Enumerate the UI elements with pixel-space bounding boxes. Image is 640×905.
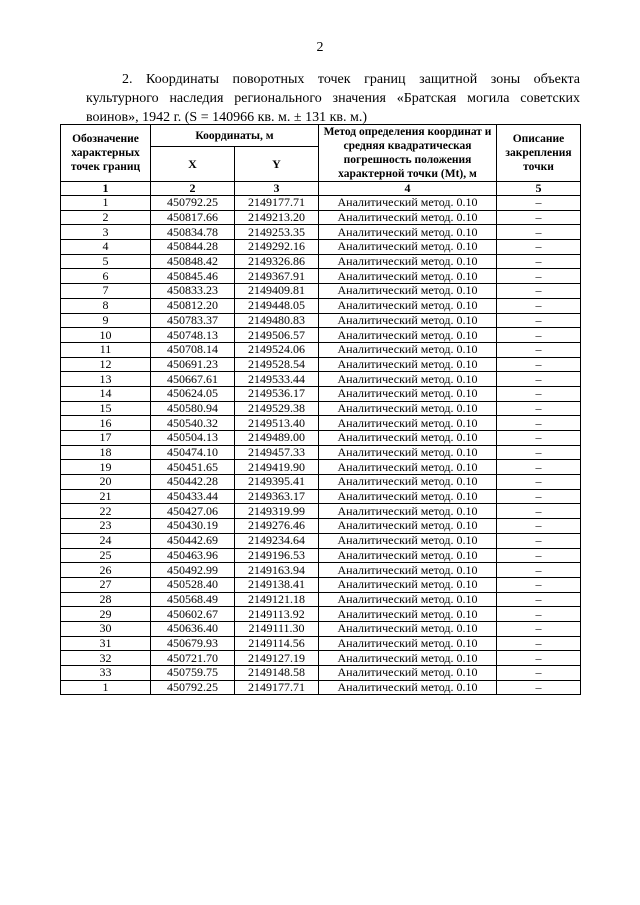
header-description: Описание закрепления точки	[497, 125, 581, 182]
y-cell: 2149480.83	[235, 313, 319, 328]
x-cell: 450792.25	[151, 680, 235, 695]
point-cell: 24	[61, 533, 151, 548]
table-row	[61, 386, 581, 401]
y-cell: 2149395.41	[235, 475, 319, 490]
table-row	[61, 651, 581, 666]
description-cell: –	[497, 666, 581, 681]
point-cell: 7	[61, 284, 151, 299]
section-heading: 2. Координаты поворотных точек границ защитной зоны объекта культурного наследия регионального значения «Братская могила советских воинов», 1942 г. (S = 140966 кв. м. ± 131 кв. м.)	[86, 72, 580, 125]
method-cell: Аналитический метод. 0.10	[319, 210, 497, 225]
y-cell: 2149234.64	[235, 533, 319, 548]
column-number: 5	[497, 182, 581, 196]
point-cell: 17	[61, 431, 151, 446]
x-cell: 450430.19	[151, 519, 235, 534]
table-row	[61, 504, 581, 519]
x-cell: 450812.20	[151, 298, 235, 313]
x-cell: 450528.40	[151, 577, 235, 592]
description-cell: –	[497, 636, 581, 651]
x-cell: 450624.05	[151, 386, 235, 401]
description-cell: –	[497, 269, 581, 284]
description-cell: –	[497, 621, 581, 636]
description-cell: –	[497, 489, 581, 504]
description-cell: –	[497, 342, 581, 357]
description-cell: –	[497, 445, 581, 460]
point-cell: 12	[61, 357, 151, 372]
coordinates-table	[60, 124, 581, 695]
y-cell: 2149292.16	[235, 240, 319, 255]
point-cell: 9	[61, 313, 151, 328]
point-cell: 26	[61, 563, 151, 578]
y-cell: 2149367.91	[235, 269, 319, 284]
table-row	[61, 475, 581, 490]
method-cell: Аналитический метод. 0.10	[319, 577, 497, 592]
y-cell: 2149177.71	[235, 680, 319, 695]
x-cell: 450759.75	[151, 666, 235, 681]
point-cell: 8	[61, 298, 151, 313]
x-cell: 450691.23	[151, 357, 235, 372]
y-cell: 2149326.86	[235, 254, 319, 269]
x-cell: 450792.25	[151, 196, 235, 211]
description-cell: –	[497, 357, 581, 372]
y-cell: 2149213.20	[235, 210, 319, 225]
y-cell: 2149419.90	[235, 460, 319, 475]
column-number: 3	[235, 182, 319, 196]
y-cell: 2149528.54	[235, 357, 319, 372]
method-cell: Аналитический метод. 0.10	[319, 328, 497, 343]
y-cell: 2149276.46	[235, 519, 319, 534]
table-row	[61, 577, 581, 592]
table-row	[61, 445, 581, 460]
description-cell: –	[497, 651, 581, 666]
page-number: 2	[316, 40, 324, 55]
y-cell: 2149409.81	[235, 284, 319, 299]
x-cell: 450442.28	[151, 475, 235, 490]
table-row	[61, 431, 581, 446]
method-cell: Аналитический метод. 0.10	[319, 386, 497, 401]
header-coordinates: Координаты, м	[151, 125, 319, 147]
point-cell: 29	[61, 607, 151, 622]
point-cell: 19	[61, 460, 151, 475]
table-row	[61, 342, 581, 357]
method-cell: Аналитический метод. 0.10	[319, 666, 497, 681]
table-row	[61, 607, 581, 622]
method-cell: Аналитический метод. 0.10	[319, 460, 497, 475]
table-row	[61, 372, 581, 387]
description-cell: –	[497, 196, 581, 211]
y-cell: 2149253.35	[235, 225, 319, 240]
method-cell: Аналитический метод. 0.10	[319, 196, 497, 211]
x-cell: 450834.78	[151, 225, 235, 240]
x-cell: 450568.49	[151, 592, 235, 607]
description-cell: –	[497, 577, 581, 592]
description-cell: –	[497, 313, 581, 328]
description-cell: –	[497, 460, 581, 475]
x-cell: 450848.42	[151, 254, 235, 269]
description-cell: –	[497, 431, 581, 446]
x-cell: 450783.37	[151, 313, 235, 328]
table-row	[61, 666, 581, 681]
point-cell: 27	[61, 577, 151, 592]
description-cell: –	[497, 240, 581, 255]
method-cell: Аналитический метод. 0.10	[319, 563, 497, 578]
point-cell: 5	[61, 254, 151, 269]
method-cell: Аналитический метод. 0.10	[319, 240, 497, 255]
method-cell: Аналитический метод. 0.10	[319, 607, 497, 622]
x-cell: 450833.23	[151, 284, 235, 299]
x-cell: 450474.10	[151, 445, 235, 460]
description-cell: –	[497, 328, 581, 343]
y-cell: 2149489.00	[235, 431, 319, 446]
point-cell: 16	[61, 416, 151, 431]
description-cell: –	[497, 298, 581, 313]
method-cell: Аналитический метод. 0.10	[319, 269, 497, 284]
method-cell: Аналитический метод. 0.10	[319, 357, 497, 372]
method-cell: Аналитический метод. 0.10	[319, 504, 497, 519]
table-row	[61, 489, 581, 504]
table-row	[61, 269, 581, 284]
method-cell: Аналитический метод. 0.10	[319, 225, 497, 240]
description-cell: –	[497, 607, 581, 622]
method-cell: Аналитический метод. 0.10	[319, 533, 497, 548]
method-cell: Аналитический метод. 0.10	[319, 621, 497, 636]
point-cell: 10	[61, 328, 151, 343]
description-cell: –	[497, 563, 581, 578]
y-cell: 2149506.57	[235, 328, 319, 343]
point-cell: 20	[61, 475, 151, 490]
table-row	[61, 313, 581, 328]
x-cell: 450845.46	[151, 269, 235, 284]
point-cell: 6	[61, 269, 151, 284]
y-cell: 2149148.58	[235, 666, 319, 681]
point-cell: 14	[61, 386, 151, 401]
point-cell: 1	[61, 680, 151, 695]
point-cell: 1	[61, 196, 151, 211]
x-cell: 450540.32	[151, 416, 235, 431]
y-cell: 2149114.56	[235, 636, 319, 651]
x-cell: 450844.28	[151, 240, 235, 255]
method-cell: Аналитический метод. 0.10	[319, 519, 497, 534]
point-cell: 30	[61, 621, 151, 636]
description-cell: –	[497, 533, 581, 548]
x-cell: 450492.99	[151, 563, 235, 578]
table-row	[61, 210, 581, 225]
description-cell: –	[497, 284, 581, 299]
header-method: Метод определения координат и средняя квадратическая погрешность положения характерной точки (Mt), м	[319, 125, 497, 182]
point-cell: 23	[61, 519, 151, 534]
point-cell: 21	[61, 489, 151, 504]
y-cell: 2149363.17	[235, 489, 319, 504]
table-row	[61, 460, 581, 475]
x-cell: 450602.67	[151, 607, 235, 622]
point-cell: 15	[61, 401, 151, 416]
column-number-row	[61, 182, 581, 196]
y-cell: 2149319.99	[235, 504, 319, 519]
x-cell: 450442.69	[151, 533, 235, 548]
table-row	[61, 563, 581, 578]
description-cell: –	[497, 225, 581, 240]
description-cell: –	[497, 372, 581, 387]
method-cell: Аналитический метод. 0.10	[319, 445, 497, 460]
column-number: 4	[319, 182, 497, 196]
method-cell: Аналитический метод. 0.10	[319, 342, 497, 357]
point-cell: 22	[61, 504, 151, 519]
x-cell: 450504.13	[151, 431, 235, 446]
table-row	[61, 298, 581, 313]
y-cell: 2149113.92	[235, 607, 319, 622]
table-row	[61, 240, 581, 255]
table-row	[61, 357, 581, 372]
method-cell: Аналитический метод. 0.10	[319, 548, 497, 563]
method-cell: Аналитический метод. 0.10	[319, 401, 497, 416]
method-cell: Аналитический метод. 0.10	[319, 313, 497, 328]
point-cell: 32	[61, 651, 151, 666]
description-cell: –	[497, 680, 581, 695]
method-cell: Аналитический метод. 0.10	[319, 651, 497, 666]
x-cell: 450679.93	[151, 636, 235, 651]
point-cell: 25	[61, 548, 151, 563]
description-cell: –	[497, 592, 581, 607]
x-cell: 450708.14	[151, 342, 235, 357]
point-cell: 3	[61, 225, 151, 240]
table-row	[61, 592, 581, 607]
column-number: 1	[61, 182, 151, 196]
method-cell: Аналитический метод. 0.10	[319, 372, 497, 387]
method-cell: Аналитический метод. 0.10	[319, 298, 497, 313]
y-cell: 2149127.19	[235, 651, 319, 666]
header-x: X	[151, 147, 235, 182]
point-cell: 13	[61, 372, 151, 387]
method-cell: Аналитический метод. 0.10	[319, 489, 497, 504]
x-cell: 450721.70	[151, 651, 235, 666]
y-cell: 2149533.44	[235, 372, 319, 387]
point-cell: 28	[61, 592, 151, 607]
description-cell: –	[497, 386, 581, 401]
y-cell: 2149121.18	[235, 592, 319, 607]
method-cell: Аналитический метод. 0.10	[319, 254, 497, 269]
table-row	[61, 284, 581, 299]
table-body	[61, 196, 581, 695]
y-cell: 2149457.33	[235, 445, 319, 460]
y-cell: 2149524.06	[235, 342, 319, 357]
table-row	[61, 196, 581, 211]
table-row	[61, 636, 581, 651]
x-cell: 450817.66	[151, 210, 235, 225]
y-cell: 2149111.30	[235, 621, 319, 636]
y-cell: 2149177.71	[235, 196, 319, 211]
description-cell: –	[497, 475, 581, 490]
point-cell: 33	[61, 666, 151, 681]
description-cell: –	[497, 401, 581, 416]
point-cell: 4	[61, 240, 151, 255]
y-cell: 2149163.94	[235, 563, 319, 578]
x-cell: 450427.06	[151, 504, 235, 519]
method-cell: Аналитический метод. 0.10	[319, 592, 497, 607]
x-cell: 450636.40	[151, 621, 235, 636]
method-cell: Аналитический метод. 0.10	[319, 431, 497, 446]
x-cell: 450748.13	[151, 328, 235, 343]
description-cell: –	[497, 210, 581, 225]
table-row	[61, 519, 581, 534]
table-row	[61, 680, 581, 695]
y-cell: 2149196.53	[235, 548, 319, 563]
x-cell: 450580.94	[151, 401, 235, 416]
header-point: Обозначение характерных точек границ	[61, 125, 151, 182]
y-cell: 2149138.41	[235, 577, 319, 592]
y-cell: 2149536.17	[235, 386, 319, 401]
x-cell: 450463.96	[151, 548, 235, 563]
y-cell: 2149448.05	[235, 298, 319, 313]
method-cell: Аналитический метод. 0.10	[319, 416, 497, 431]
method-cell: Аналитический метод. 0.10	[319, 475, 497, 490]
x-cell: 450433.44	[151, 489, 235, 504]
table-row	[61, 621, 581, 636]
table-row	[61, 328, 581, 343]
table-row	[61, 225, 581, 240]
description-cell: –	[497, 504, 581, 519]
point-cell: 31	[61, 636, 151, 651]
table-row	[61, 416, 581, 431]
description-cell: –	[497, 519, 581, 534]
table-row	[61, 401, 581, 416]
point-cell: 2	[61, 210, 151, 225]
table-row	[61, 254, 581, 269]
description-cell: –	[497, 416, 581, 431]
method-cell: Аналитический метод. 0.10	[319, 636, 497, 651]
x-cell: 450451.65	[151, 460, 235, 475]
point-cell: 18	[61, 445, 151, 460]
y-cell: 2149513.40	[235, 416, 319, 431]
method-cell: Аналитический метод. 0.10	[319, 284, 497, 299]
table-row	[61, 548, 581, 563]
point-cell: 11	[61, 342, 151, 357]
column-number: 2	[151, 182, 235, 196]
header-y: Y	[235, 147, 319, 182]
table-row	[61, 533, 581, 548]
method-cell: Аналитический метод. 0.10	[319, 680, 497, 695]
x-cell: 450667.61	[151, 372, 235, 387]
y-cell: 2149529.38	[235, 401, 319, 416]
description-cell: –	[497, 548, 581, 563]
description-cell: –	[497, 254, 581, 269]
